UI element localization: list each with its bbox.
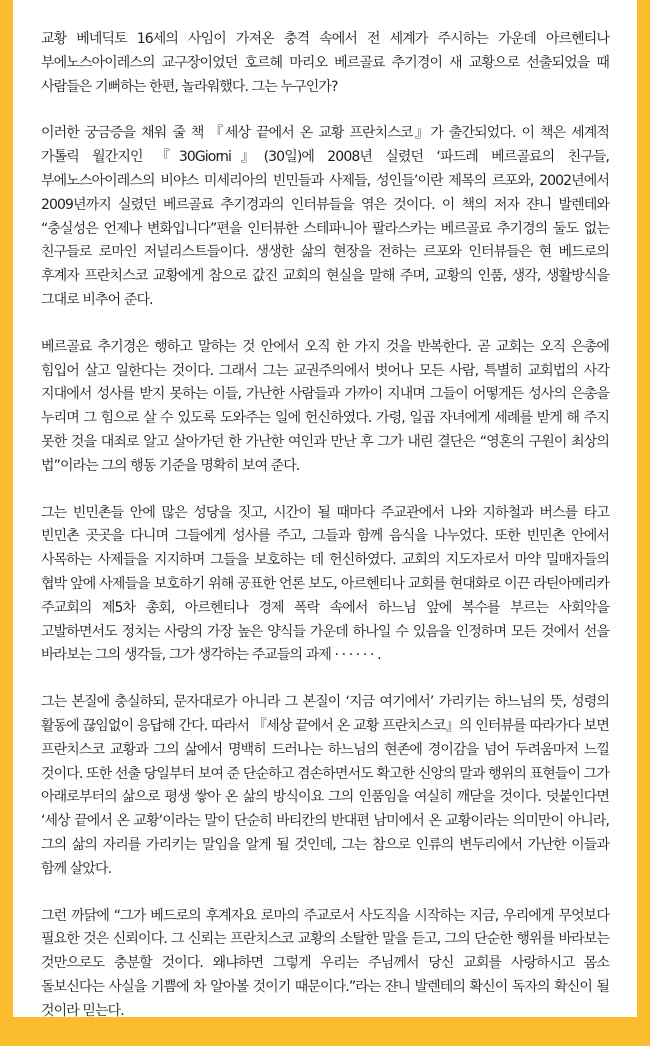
paragraph-conclusion: 그런 까닭에 “그가 베드로의 후계자요 로마의 주교로서 사도직을 시작하는 지금, 우리에게 무엇보다 필요한 것은 신뢰이다. 그 신뢰는 프란치스코 교황의 소탈한 말을 듣고, 그의 단순한 행위를 바라보는 것만으로도 충분할 것이다. 왜냐하면 그렇게 우리는 주님께서 당신 교회를 사랑하시고 몸소 돌보신다는 사실을 기쁨에 차 알아볼 것이기 때문이다.”라는 쟌니 발렌테의 확신이 독자의 확신이 될 것이라 믿는다. xyxy=(41,907,609,1019)
paragraph-intro: 교황 베네딕토 16세의 사임이 가져온 충격 속에서 전 세계가 주시하는 가운데 아르헨티나 부에노스아이레스의 교구장이었던 호르헤 마리오 베르골료 추기경이 새 교황으로 선출되었을 때 사람들은 기뻐하는 한편, 놀라워했다. 그는 누구인가? xyxy=(41,31,609,95)
paragraph-book-intro: 이러한 궁금증을 채워 줄 책 『세상 끝에서 온 교황 프란치스코』가 출간되었다. 이 책은 세계적 가톨릭 월간지인 『30Giorni』(30일)에 2008년 실렸던 ‘파드레 베르골료의 친구들, 부에노스아이레스의 비야스 미세리아의 빈민들과 사제들, 성인들’이란 제목의 르포와, 2002년에서 2009년까지 실렸던 베르골료 추기경과의 인터뷰들을 엮은 것이다. 이 책의 저자 쟌니 발렌테와 “충실성은 언제나 변화입니다”편을 인터뷰한 스테파니아 팔라스카는 베르골료 추기경의 둘도 없는 친구들로 로마인 저널리스트들이다. 생생한 삶의 현장을 전하는 르포와 인터뷰들은 현 베드로의 후계자 프란치스코 교황에게 참으로 값진 교회의 현실을 말해 주며, 교황의 인품, 생각, 생활방식을 그대로 비추어 준다. xyxy=(41,125,609,308)
paragraph-grace: 베르골료 추기경은 행하고 말하는 것 안에서 오직 한 가지 것을 반복한다. 곧 교회는 오직 은총에 힘입어 살고 일한다는 것이다. 그래서 그는 교권주의에서 벗어나 모든 사람, 특별히 교회법의 사각 지대에서 성사를 받지 못하는 이들, 가난한 사람들과 가까이 지내며 그들이 어떻게든 성사의 은총을 누리며 그 힘으로 살 수 있도록 도와주는 일에 헌신하였다. 가령, 일곱 자녀에게 세례를 받게 해 주지 못한 것을 대죄로 알고 살아가던 한 가난한 여인과 만난 후 그가 내린 결단은 “영혼의 구원이 최상의 법”이라는 그의 행동 기준을 명확히 보여 준다. xyxy=(41,338,609,474)
paragraph-essence: 그는 본질에 충실하되, 문자대로가 아니라 그 본질이 ‘지금 여기에서’ 가리키는 하느님의 뜻, 성령의 활동에 끊임없이 응답해 간다. 따라서 『세상 끝에서 온 교황 프란치스코』의 인터뷰를 따라가다 보면 프란치스코 교황과 그의 삶에서 명백히 드러나는 하느님의 현존에 경이감을 넘어 두려움마저 느낄 것이다. 또한 선출 당일부터 보여 준 단순하고 겸손하면서도 확고한 신앙의 말과 행위의 표현들이 그가 아래로부터의 삶으로 평생 쌓아 온 삶의 방식이요 그의 인품임을 여실히 깨닫을 것이다. 덧붙인다면 ‘세상 끝에서 온 교황’이라는 말이 단순히 바티칸의 반대편 남미에서 온 교황이라는 의미만이 아니라, 그의 삶의 자리를 가리키는 말임을 알게 될 것인데, 그는 참으로 인류의 변두리에서 가난한 이들과 함께 살았다. xyxy=(41,694,609,877)
paragraph-slums: 그는 빈민촌들 안에 많은 성당을 짓고, 시간이 될 때마다 주교관에서 나와 지하철과 버스를 타고 빈민촌 곳곳을 다니며 그들에게 성사를 주고, 그들과 함께 음식을 나누었다. 또한 빈민촌 안에서 사목하는 사제들을 지지하며 그들을 보호하는 데 헌신하였다. 교회의 지도자로서 마약 밀매자들의 협박 앞에 사제들을 보호하기 위해 공표한 언론 보도, 아르헨티나 교회를 현대화로 이끈 라틴아메리카 주교회의 제5차 총회, 아르헨티나 경제 폭락 속에서 하느님 앞에 복수를 부르는 사회악을 고발하면서도 정치는 사랑의 가장 높은 양식들 가운데 하나일 수 있음을 인정하며 모든 것에서 선을 바라보는 그의 생각들, 그가 생각하는 주교들의 과제 · · · · · · . xyxy=(41,504,609,664)
article-body xyxy=(41,28,609,1046)
document-page xyxy=(13,0,637,1017)
